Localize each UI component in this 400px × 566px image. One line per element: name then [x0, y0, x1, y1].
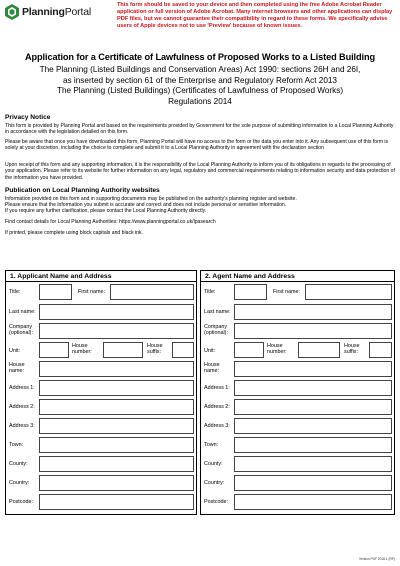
- applicant-address1-label: Address 1:: [9, 385, 35, 391]
- agent-unit-label: Unit:: [204, 348, 216, 354]
- agent-unit-input[interactable]: [234, 342, 264, 358]
- agent-house-number-input[interactable]: [298, 342, 340, 358]
- subtitle-line: The Planning (Listed Buildings and Conservation Areas) Act 1990: sections 26H and 26I,: [39, 65, 361, 74]
- applicant-address3-label: Address 3:: [9, 423, 35, 429]
- agent-house-name-label: House name:: [204, 362, 220, 374]
- applicant-unit-input[interactable]: [39, 342, 69, 358]
- block-capitals-note: If printed, please complete using block capitals and black ink.: [5, 230, 143, 236]
- logo-wordmark: [22, 6, 91, 18]
- applicant-unit-label: Unit:: [9, 348, 21, 354]
- applicant-house-number-input[interactable]: [103, 342, 143, 358]
- subtitle-line: The Planning (Listed Buildings) (Certificates of Lawfulness of Proposed Works): [56, 86, 344, 95]
- agent-last-name-input[interactable]: [234, 304, 392, 320]
- applicant-first-name-input[interactable]: [110, 284, 194, 300]
- privacy-paragraph: Upon receipt of this form and any supporting information, it is the responsibility of the Local Planning Authority to inform you of its obligations in regards to the processing of your application. Please refer to its website for further information on any legal, regulatory and commercial requirements relating to information security and data protection of the information you have provided.: [5, 162, 395, 181]
- applicant-heading: 1. Applicant Name and Address: [6, 271, 196, 282]
- applicant-company-input[interactable]: [39, 323, 194, 339]
- agent-title-input[interactable]: [234, 284, 267, 300]
- privacy-paragraph: This form is provided by Planning Portal and based on the requirements provided by Government for the sole purpose of submitting information to a Local Planning Authority in accordance with the legislation detailed on this form.: [5, 123, 394, 136]
- applicant-house-suffix-label: House suffix:: [147, 343, 163, 355]
- agent-town-input[interactable]: [234, 437, 392, 453]
- agent-last-name-label: Last name:: [204, 309, 231, 315]
- publication-paragraph: Information provided on this form and in supporting documents may be published on the authority's planning register and website.: [5, 196, 297, 202]
- subtitle-line: as inserted by section 61 of the Enterprise and Regulatory Reform Act 2013: [63, 75, 337, 85]
- agent-county-input[interactable]: [234, 456, 392, 472]
- privacy-paragraph: Please be aware that once you have downloaded this form, Planning Portal will have no access to the form or the data you enter into it. Any subsequent use of this form is solely at your discretion, including the choice to complete and submit it to a Local Planning Authority in agreement with the declaration section: [5, 139, 389, 152]
- planning-portal-logo: [5, 4, 91, 20]
- agent-town-label: Town:: [204, 442, 219, 448]
- applicant-house-number-label: House number:: [72, 343, 92, 355]
- agent-house-name-input[interactable]: [234, 361, 392, 377]
- applicant-title-label: Title:: [9, 289, 21, 295]
- logo-name-light: Portal: [64, 6, 91, 18]
- agent-section: [200, 270, 395, 515]
- compatibility-warning: This form should be saved to your device and then completed using the free Adobe Acrobat Reader application or full version of Adobe Acrobat. Many internet browsers and other applications can display PDF files, but we cannot guarantee their compatibility in regard to these forms. We specifically advise users of Apple devices not to use 'Preview' because of known issues.: [117, 2, 393, 29]
- agent-house-suffix-input[interactable]: [369, 342, 392, 358]
- applicant-house-name-input[interactable]: [39, 361, 194, 377]
- applicant-address2-input[interactable]: [39, 399, 194, 415]
- version-label: Version PDF 2018.1 (RP): [359, 557, 395, 561]
- agent-house-suffix-label: House suffix:: [344, 343, 360, 355]
- applicant-house-suffix-input[interactable]: [172, 342, 194, 358]
- subtitle-line: Regulations 2014: [168, 96, 232, 106]
- applicant-last-name-label: Last name:: [9, 309, 36, 315]
- applicant-address1-input[interactable]: [39, 380, 194, 396]
- applicant-postcode-input[interactable]: [39, 494, 194, 510]
- agent-house-number-label: House number:: [267, 343, 287, 355]
- applicant-title-input[interactable]: [39, 284, 72, 300]
- publication-paragraph: Please ensure that the information you submit is accurate and correct and does not include personal or sensitive information.: [5, 202, 287, 208]
- agent-country-label: Country:: [204, 480, 225, 486]
- applicant-last-name-input[interactable]: [39, 304, 194, 320]
- lpa-contact-link[interactable]: Find contact details for Local Planning Authorities: https://www.planningportal.co.uk/lpasearch: [5, 219, 216, 225]
- agent-address1-input[interactable]: [234, 380, 392, 396]
- agent-heading: 2. Agent Name and Address: [201, 271, 394, 282]
- applicant-postcode-label: Postcode:: [9, 499, 33, 505]
- applicant-address3-input[interactable]: [39, 418, 194, 434]
- applicant-town-input[interactable]: [39, 437, 194, 453]
- agent-address3-input[interactable]: [234, 418, 392, 434]
- agent-address2-input[interactable]: [234, 399, 392, 415]
- applicant-address2-label: Address 2:: [9, 404, 35, 410]
- applicant-country-input[interactable]: [39, 475, 194, 491]
- applicant-house-name-label: House name:: [9, 362, 25, 374]
- publication-heading: Publication on Local Planning Authority websites: [5, 187, 160, 194]
- applicant-country-label: Country:: [9, 480, 30, 486]
- form-subtitle: [0, 65, 400, 107]
- agent-address1-label: Address 1:: [204, 385, 230, 391]
- agent-title-label: Title:: [204, 289, 216, 295]
- agent-company-label: Company (optional):: [204, 324, 228, 336]
- publication-paragraph: If you require any further clarification, please contact the Local Planning Authority directly.: [5, 208, 207, 214]
- agent-country-input[interactable]: [234, 475, 392, 491]
- agent-address3-label: Address 3:: [204, 423, 230, 429]
- agent-address2-label: Address 2:: [204, 404, 230, 410]
- privacy-heading: Privacy Notice: [5, 114, 51, 121]
- agent-company-input[interactable]: [234, 323, 392, 339]
- agent-county-label: County:: [204, 461, 223, 467]
- form-title: Application for a Certificate of Lawfulness of Proposed Works to a Listed Building: [25, 52, 375, 62]
- applicant-town-label: Town:: [9, 442, 24, 448]
- logo-name-bold: Planning: [22, 6, 65, 18]
- planning-portal-logo-icon: [5, 4, 19, 20]
- agent-first-name-input[interactable]: [305, 284, 392, 300]
- agent-postcode-label: Postcode:: [204, 499, 228, 505]
- applicant-company-label: Company (optional):: [9, 324, 33, 336]
- applicant-county-input[interactable]: [39, 456, 194, 472]
- agent-first-name-label: First name:: [273, 289, 300, 295]
- applicant-first-name-label: First name:: [78, 289, 105, 295]
- applicant-section: [5, 270, 197, 515]
- applicant-county-label: County:: [9, 461, 28, 467]
- agent-postcode-input[interactable]: [234, 494, 392, 510]
